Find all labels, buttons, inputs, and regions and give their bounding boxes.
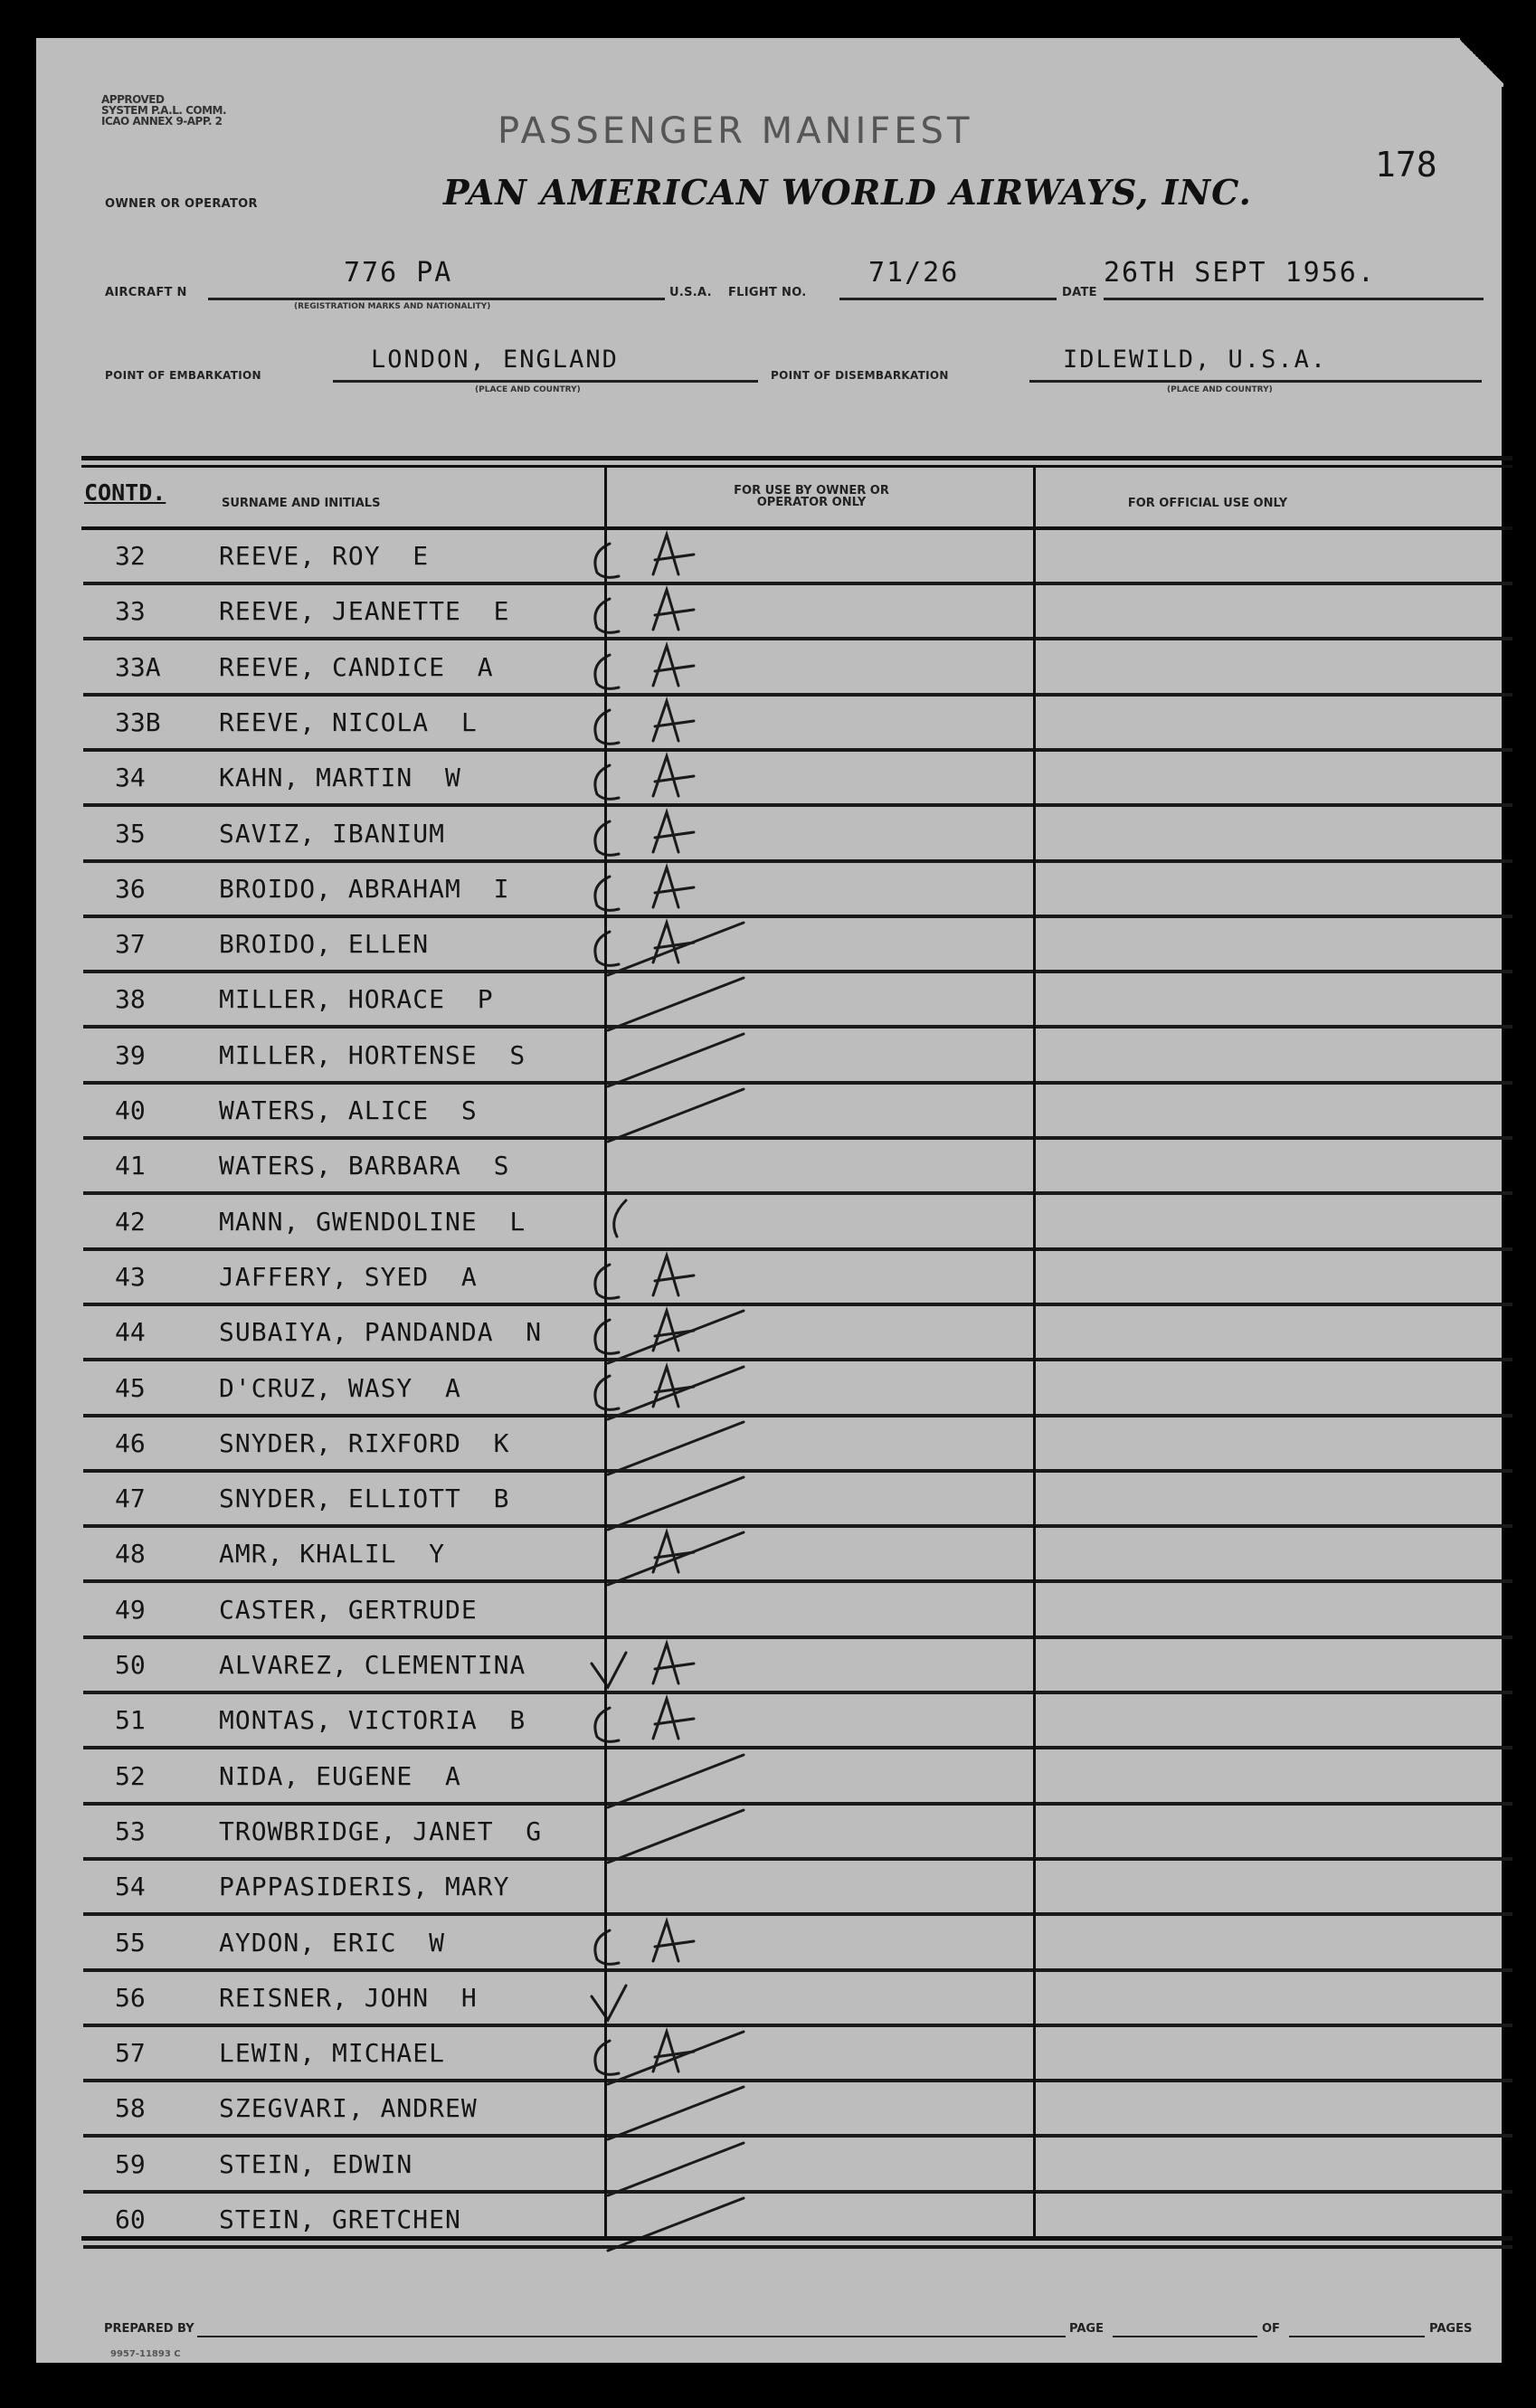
passenger-name: STEIN, GRETCHEN xyxy=(219,2204,461,2234)
disembarkation-underline xyxy=(1029,380,1482,383)
date-underline xyxy=(1104,298,1484,300)
row-number: 57 xyxy=(115,2038,146,2069)
flight-label: FLIGHT NO. xyxy=(728,286,807,299)
row-number: 52 xyxy=(115,1760,146,1791)
col-surname-header: SURNAME AND INITIALS xyxy=(222,497,381,510)
row-number: 43 xyxy=(115,1261,146,1292)
passenger-name: TROWBRIDGE, JANET G xyxy=(219,1815,543,1846)
flight-value: 71/26 xyxy=(868,257,960,289)
embarkation-caption: (PLACE AND COUNTRY) xyxy=(475,385,581,394)
passenger-name: REEVE, CANDICE A xyxy=(219,651,494,682)
row-number: 48 xyxy=(115,1539,146,1569)
row-number: 33B xyxy=(115,706,161,737)
table-row xyxy=(83,1528,1512,1583)
aircraft-label: AIRCRAFT N xyxy=(105,286,187,299)
passenger-name: REEVE, JEANETTE E xyxy=(219,596,510,627)
passenger-name: CASTER, GERTRUDE xyxy=(219,1594,478,1625)
passenger-name: KAHN, MARTIN W xyxy=(219,763,461,793)
passenger-name: REEVE, NICOLA L xyxy=(219,706,478,737)
passenger-name: D'CRUZ, WASY A xyxy=(219,1372,461,1403)
passenger-name: WATERS, BARBARA S xyxy=(219,1151,510,1181)
row-number: 38 xyxy=(115,984,146,1015)
passenger-name: BROIDO, ELLEN xyxy=(219,929,430,960)
embarkation-value: LONDON, ENGLAND xyxy=(371,346,619,374)
approval-line: ICAO ANNEX 9-APP. 2 xyxy=(101,115,223,128)
aircraft-value: 776 PA xyxy=(344,257,453,289)
row-number: 51 xyxy=(115,1705,146,1736)
passenger-name: PAPPASIDERIS, MARY xyxy=(219,1872,510,1902)
folded-corner xyxy=(1460,36,1503,87)
passenger-name: MONTAS, VICTORIA B xyxy=(219,1705,526,1736)
passenger-name: WATERS, ALICE S xyxy=(219,1095,478,1125)
row-number: 32 xyxy=(115,541,146,571)
table-bottom-rule xyxy=(81,2236,1512,2241)
row-number: 53 xyxy=(115,1815,146,1846)
page-label: PAGE xyxy=(1069,2322,1104,2336)
row-number: 58 xyxy=(115,2093,146,2124)
owner-label: OWNER OR OPERATOR xyxy=(105,197,258,211)
passenger-name: SZEGVARI, ANDREW xyxy=(219,2093,478,2124)
flight-underline xyxy=(839,298,1057,300)
passenger-name: NIDA, EUGENE A xyxy=(219,1760,461,1791)
col-official-header: FOR OFFICIAL USE ONLY xyxy=(1127,497,1288,510)
table-row xyxy=(83,1085,1512,1140)
row-number: 34 xyxy=(115,763,146,793)
row-number: 55 xyxy=(115,1927,146,1958)
page-number: 178 xyxy=(1375,145,1437,185)
page-title: PASSENGER MANIFEST xyxy=(498,110,973,152)
row-number: 35 xyxy=(115,818,146,848)
aircraft-underline xyxy=(208,298,665,300)
embarkation-underline xyxy=(333,380,758,383)
passenger-name: AMR, KHALIL Y xyxy=(219,1539,446,1569)
prepared-label: PREPARED BY xyxy=(104,2322,194,2336)
col-operator-header: FOR USE BY OWNER OR OPERATOR ONLY xyxy=(734,484,889,509)
of-line xyxy=(1289,2336,1425,2337)
passenger-name: LEWIN, MICHAEL xyxy=(219,2038,446,2069)
row-number: 46 xyxy=(115,1427,146,1458)
row-number: 33A xyxy=(115,651,161,682)
row-number: 50 xyxy=(115,1650,146,1680)
row-number: 59 xyxy=(115,2148,146,2179)
of-label: OF xyxy=(1262,2322,1280,2336)
passenger-name: SUBAIYA, PANDANDA N xyxy=(219,1317,543,1348)
contd-label: CONTD. xyxy=(84,479,166,506)
approval-line: SYSTEM P.A.L. COMM. xyxy=(101,104,227,117)
passenger-name: MANN, GWENDOLINE L xyxy=(219,1206,526,1237)
disembarkation-value: IDLEWILD, U.S.A. xyxy=(1063,346,1328,374)
row-number: 37 xyxy=(115,929,146,960)
row-number: 54 xyxy=(115,1872,146,1902)
embarkation-label: POINT OF EMBARKATION xyxy=(105,369,261,382)
country-label: U.S.A. xyxy=(669,286,712,299)
registration-caption: (REGISTRATION MARKS AND NATIONALITY) xyxy=(294,302,491,311)
date-label: DATE xyxy=(1062,286,1097,299)
row-number: 41 xyxy=(115,1151,146,1181)
passenger-name: BROIDO, ABRAHAM I xyxy=(219,873,510,904)
handwritten-check-mark xyxy=(572,2180,843,2261)
passenger-name: REEVE, ROY E xyxy=(219,541,430,571)
column-divider-left xyxy=(604,468,607,2236)
approval-line: APPROVED xyxy=(101,93,165,106)
passenger-name: JAFFERY, SYED A xyxy=(219,1261,478,1292)
passenger-name: REISNER, JOHN H xyxy=(219,1982,478,2013)
passenger-name: STEIN, EDWIN xyxy=(219,2148,413,2179)
disembarkation-caption: (PLACE AND COUNTRY) xyxy=(1167,385,1273,394)
passenger-name: SNYDER, ELLIOTT B xyxy=(219,1484,510,1514)
manifest-sheet xyxy=(36,38,1502,2363)
passenger-name: MILLER, HORTENSE S xyxy=(219,1039,526,1070)
row-number: 47 xyxy=(115,1484,146,1514)
column-divider-right xyxy=(1033,468,1036,2236)
date-value: 26TH SEPT 1956. xyxy=(1104,257,1376,289)
passenger-name: ALVAREZ, CLEMENTINA xyxy=(219,1650,526,1680)
prepared-line xyxy=(197,2336,1066,2337)
passenger-name: AYDON, ERIC W xyxy=(219,1927,446,1958)
row-number: 40 xyxy=(115,1095,146,1125)
owner-value: PAN AMERICAN WORLD AIRWAYS, INC. xyxy=(443,172,1252,213)
table-top-rule xyxy=(81,456,1512,460)
row-number: 42 xyxy=(115,1206,146,1237)
disembarkation-label: POINT OF DISEMBARKATION xyxy=(771,369,949,382)
page-line xyxy=(1113,2336,1257,2337)
passenger-name: MILLER, HORACE P xyxy=(219,984,494,1015)
row-number: 44 xyxy=(115,1317,146,1348)
row-number: 45 xyxy=(115,1372,146,1403)
table-top-rule-thin xyxy=(81,465,1512,468)
passenger-name: SAVIZ, IBANIUM xyxy=(219,818,446,848)
table-row xyxy=(83,1806,1512,1861)
approval-stamp xyxy=(101,94,226,127)
passenger-name: SNYDER, RIXFORD K xyxy=(219,1427,510,1458)
row-number: 33 xyxy=(115,596,146,627)
row-number: 60 xyxy=(115,2204,146,2234)
row-number: 49 xyxy=(115,1594,146,1625)
pages-label: PAGES xyxy=(1429,2322,1473,2336)
form-code: 9957-11893 C xyxy=(110,2349,181,2359)
row-number: 56 xyxy=(115,1982,146,2013)
row-number: 39 xyxy=(115,1039,146,1070)
row-number: 36 xyxy=(115,873,146,904)
